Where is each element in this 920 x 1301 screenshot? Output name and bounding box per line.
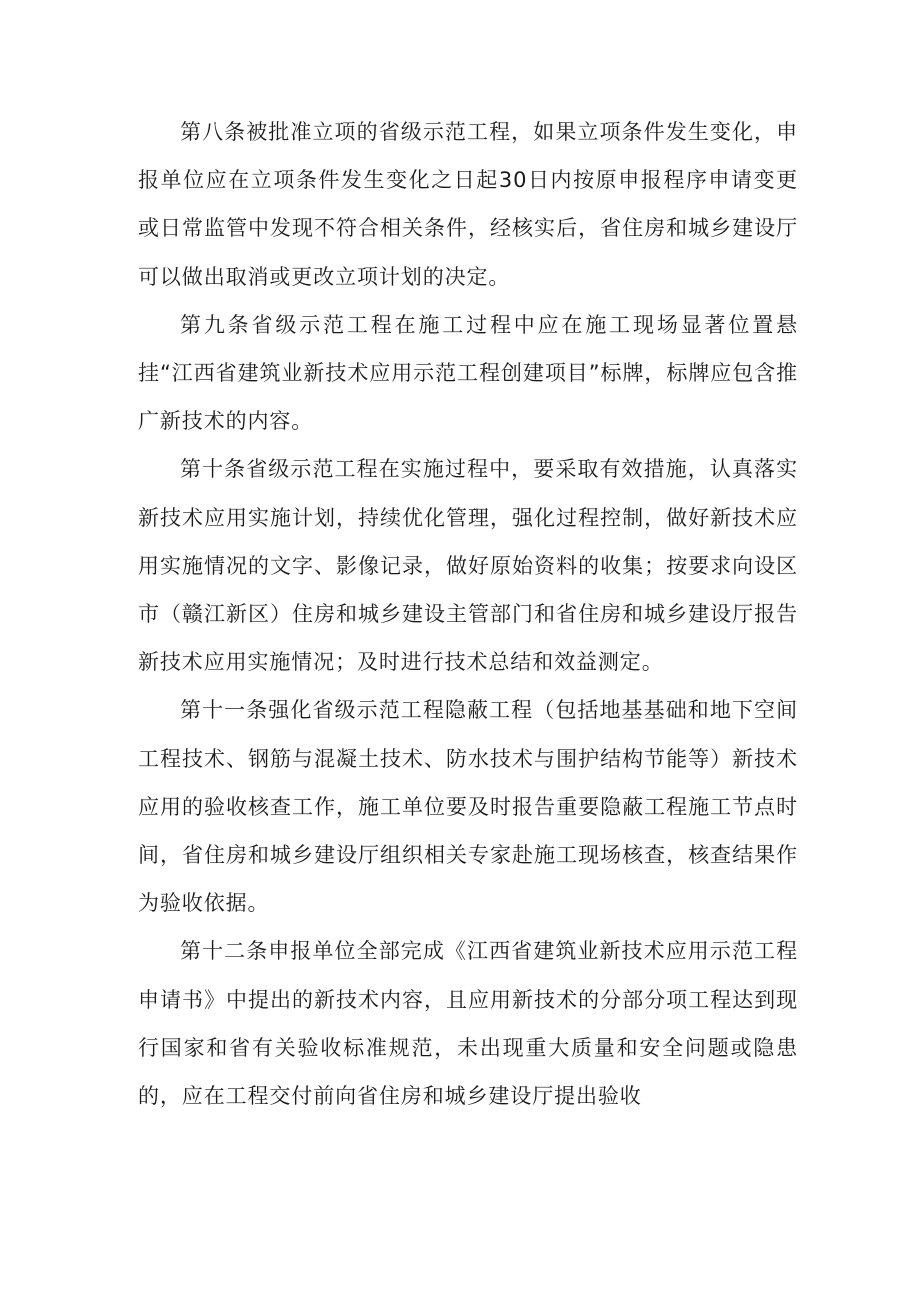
article-8-paragraph: 第八条被批准立项的省级示范工程，如果立项条件发生变化，申报单位应在立项条件发生变化之日起30日内按原申报程序申请变更或日常监管中发现不符合相关条件，经核实后，省住房和城乡建设厅可以做出取消或更改立项计划的决定。 [138,120,798,289]
document-body [138,108,798,1120]
article-11-paragraph: 第十一条强化省级示范工程隐蔽工程（包括地基基础和地下空间工程技术、钢筋与混凝土技术、防水技术与围护结构节能等）新技术应用的验收核查工作，施工单位要及时报告重要隐蔽工程施工节点时间，省住房和城乡建设厅组织相关专家赴施工现场核查，核查结果作为验收依据。 [138,698,798,916]
article-12-paragraph: 第十二条申报单位全部完成《江西省建筑业新技术应用示范工程申请书》中提出的新技术内容，且应用新技术的分部分项工程达到现行国家和省有关验收标准规范，未出现重大质量和安全问题或隐患的，应在工程交付前向省住房和城乡建设厅提出验收 [138,939,798,1109]
article-9-paragraph: 第九条省级示范工程在施工过程中应在施工现场显著位置悬挂“江西省建筑业新技术应用示范工程创建项目”标牌，标牌应包含推广新技术的内容。 [138,312,798,434]
article-10-paragraph: 第十条省级示范工程在实施过程中，要采取有效措施，认真落实新技术应用实施计划，持续优化管理，强化过程控制，做好新技术应用实施情况的文字、影像记录，做好原始资料的收集；按要求向设区市（赣江新区）住房和城乡建设主管部门和省住房和城乡建设厅报告新技术应用实施情况；及时进行技术总结和效益测定。 [138,457,798,675]
